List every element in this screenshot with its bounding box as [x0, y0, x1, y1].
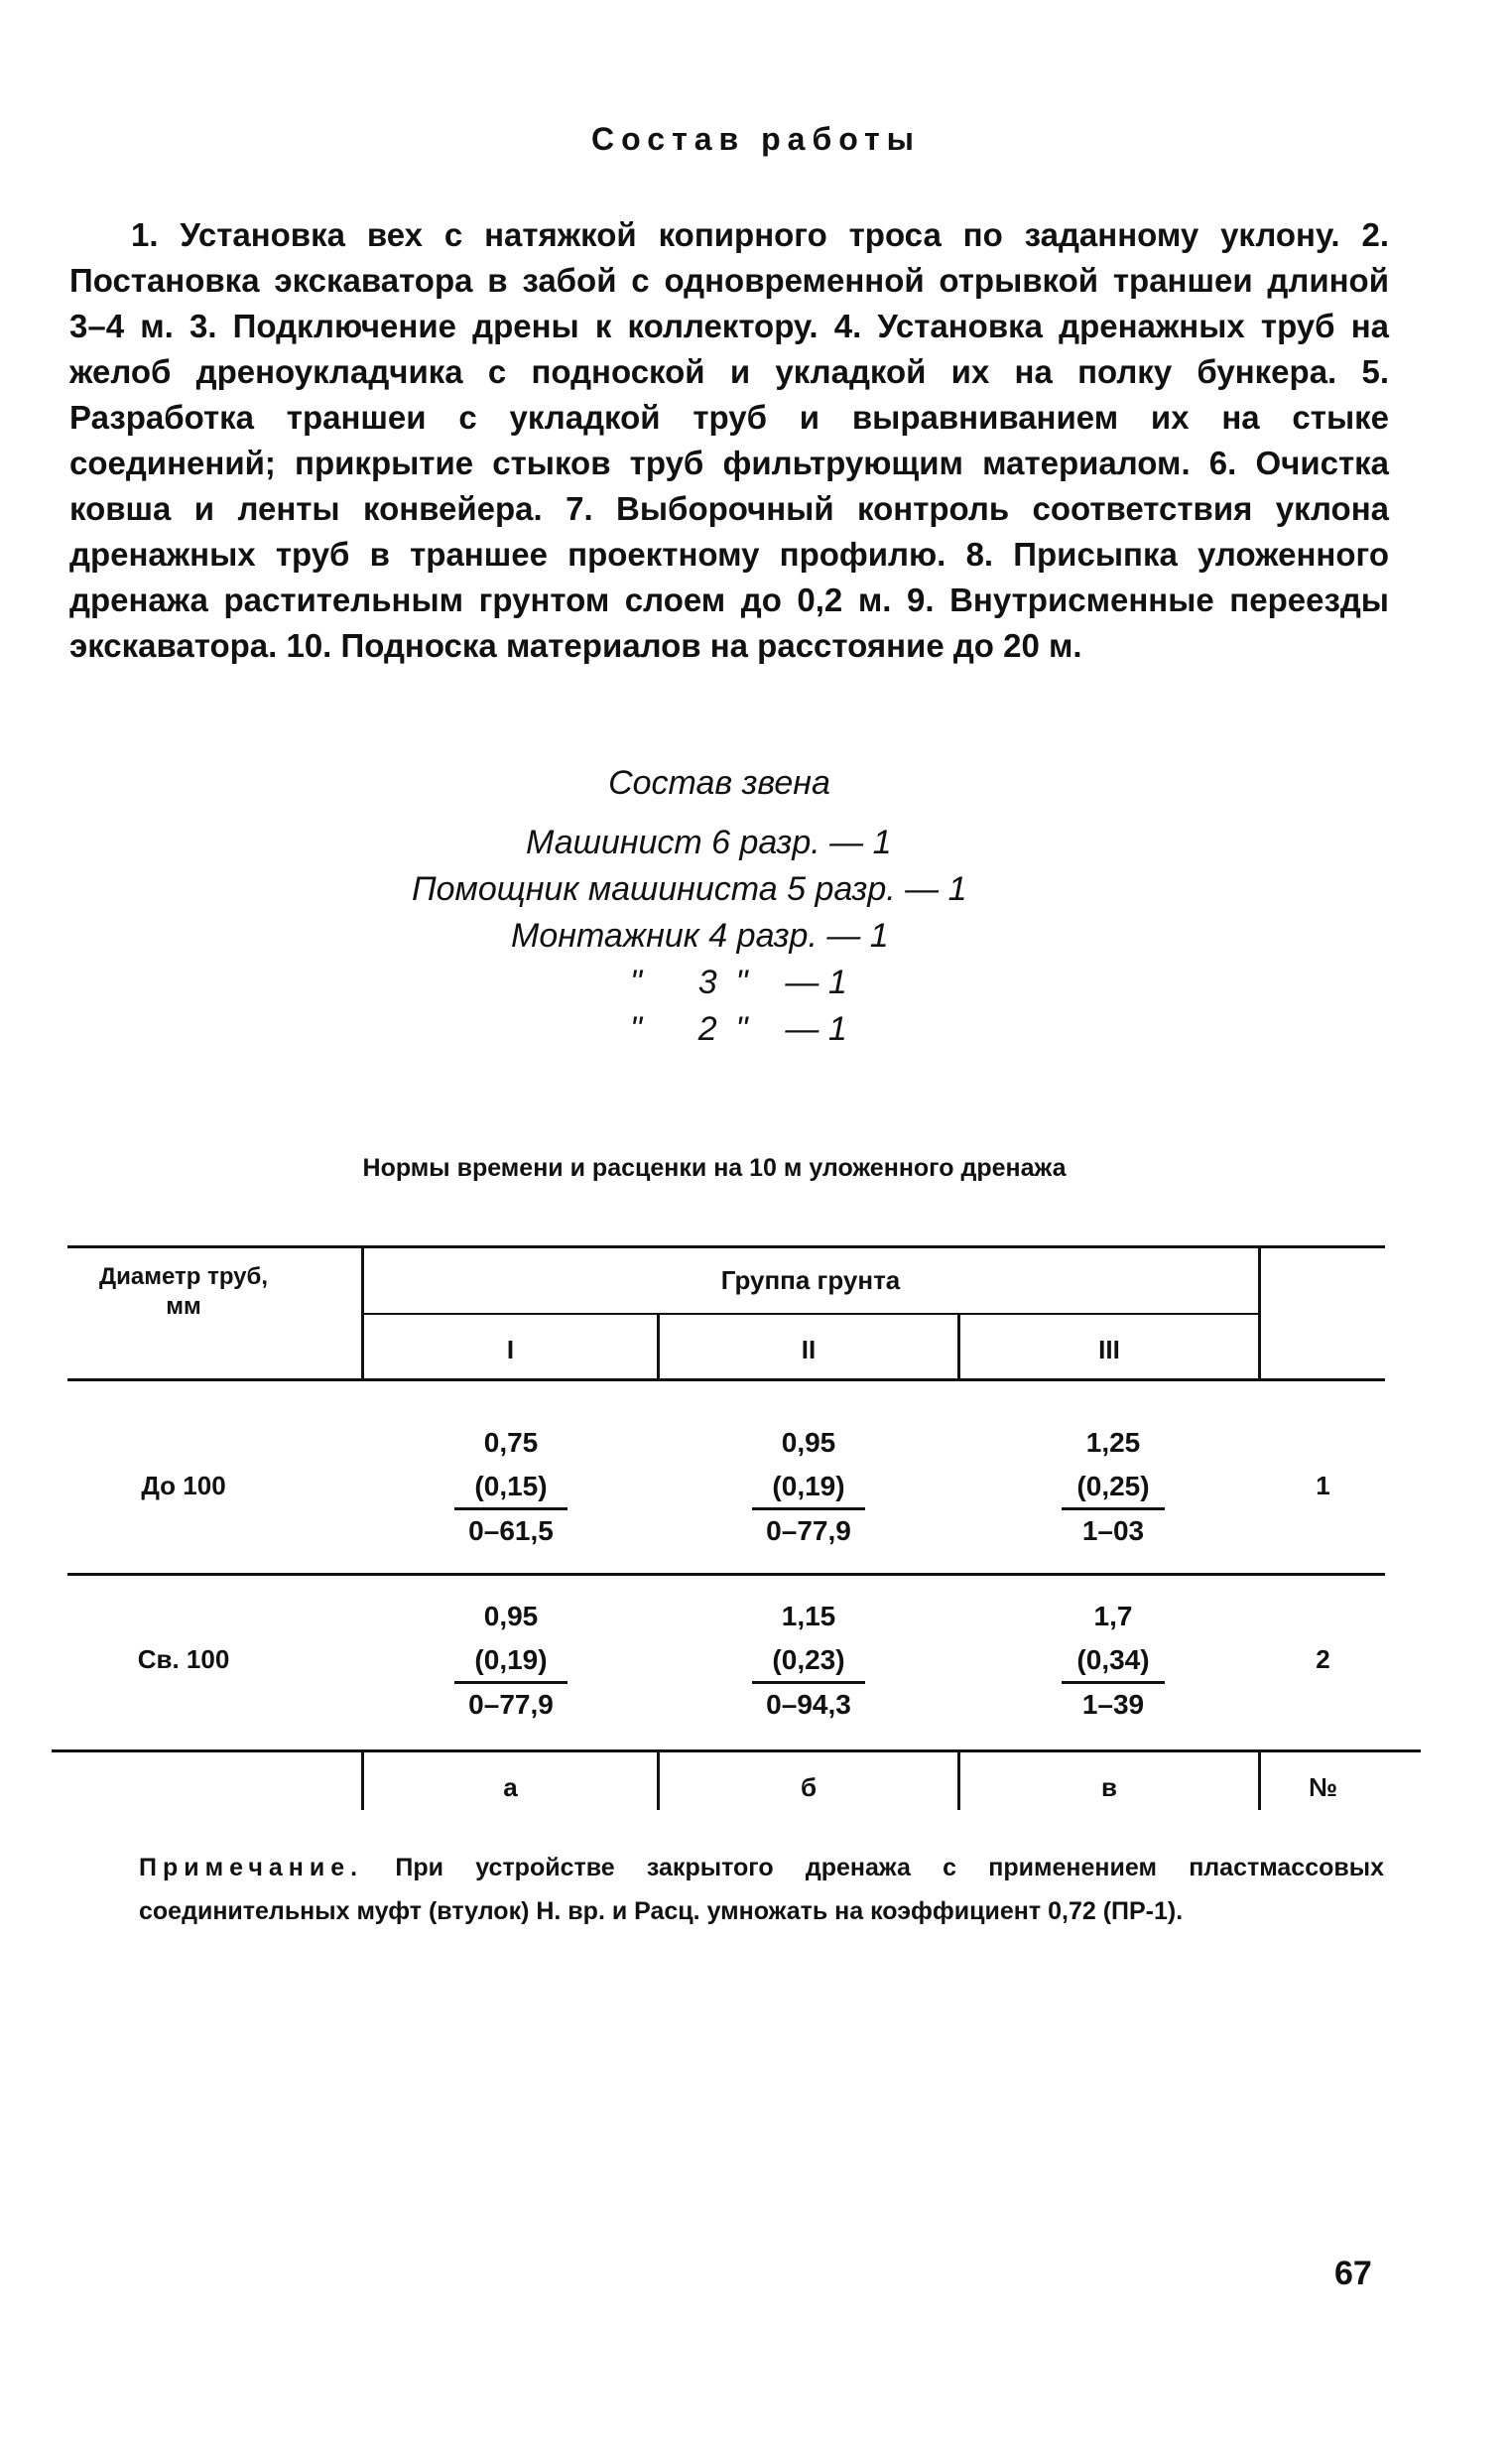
row-number: 1 — [1316, 1471, 1330, 1500]
page-number: 67 — [1334, 2255, 1372, 2292]
crew-row: Монтажник 4 разр. — 1 — [511, 917, 889, 955]
fraction-line — [454, 1507, 567, 1510]
time-norm: 1,25 — [1085, 1427, 1141, 1458]
group-label: I — [506, 1335, 515, 1364]
note-label: Примечание. — [139, 1854, 364, 1881]
work-step: 5. Разработка траншеи с укладкой труб и выравниванием их на стыке соединений; прикрытие стыков труб фильтрующим материалом. — [69, 353, 1389, 481]
machine-time: (0,15) — [474, 1471, 548, 1501]
group-label: III — [1098, 1335, 1120, 1364]
fraction-line — [454, 1681, 567, 1684]
price-value: 1–39 — [1081, 1689, 1145, 1720]
number-label: № — [1309, 1772, 1337, 1802]
work-step: 10. Подноска материалов на расстояние до 20 м. — [286, 627, 1082, 664]
fraction-line — [1062, 1681, 1165, 1684]
crew-row: " 2 " — 1 — [630, 1010, 847, 1048]
work-step: 7. Выборочный контроль соответствия уклона дренажных труб в траншее проектному профилю. — [69, 490, 1390, 573]
work-step: 4. Установка дренажных труб на желоб дреноукладчика с подноской и укладкой их на полку бункера. — [69, 308, 1389, 390]
column-letter: а — [503, 1772, 518, 1802]
time-norm: 0,95 — [483, 1601, 539, 1631]
diameter-value: Св. 100 — [137, 1644, 230, 1674]
table-caption: Нормы времени и расценки на 10 м уложенного дренажа — [362, 1154, 1067, 1182]
machine-time: (0,19) — [474, 1644, 548, 1675]
table-bottom-rule — [52, 1749, 1421, 1752]
crew-row: Помощник машиниста 5 разр. — 1 — [412, 870, 967, 908]
machine-time: (0,19) — [772, 1471, 845, 1501]
work-step: 8. Присыпка уложенного дренажа растительным грунтом слоем до 0,2 м. — [69, 536, 1389, 618]
crew-row: " 3 " — 1 — [630, 964, 847, 1001]
fraction-line — [1062, 1507, 1165, 1510]
column-letter: б — [800, 1772, 818, 1802]
work-step: 1. Установка вех с натяжкой копирного троса по заданному уклону. — [131, 216, 1340, 253]
column-letter: в — [1101, 1772, 1117, 1802]
price-value: 0–77,9 — [468, 1689, 554, 1720]
diameter-header: Диаметр труб, мм — [99, 1263, 269, 1320]
price-value: 0–77,9 — [766, 1515, 851, 1546]
diameter-value: До 100 — [141, 1471, 226, 1500]
crew-row: Машинист 6 разр. — 1 — [526, 824, 892, 861]
work-step: 2. Постановка экскаватора в забой с одновременной отрывкой траншеи длиной 3–4 м. — [69, 216, 1389, 344]
price-value: 0–61,5 — [468, 1515, 554, 1546]
work-step: 6. Очистка ковша и ленты конвейера. — [69, 445, 1389, 527]
note-text: При устройстве закрытого дренажа с применением пластмассовых соединительных муфт (втулок) Н. вр. и Расц. умножать на коэффициент 0,72 (ПР-1). — [139, 1854, 1384, 1925]
fraction-line — [752, 1681, 865, 1684]
work-composition-text — [69, 212, 1389, 669]
time-norm: 0,95 — [781, 1427, 836, 1458]
table-top-rule — [67, 1245, 1385, 1248]
table-row-rule — [67, 1573, 1385, 1576]
machine-time: (0,23) — [772, 1644, 845, 1675]
table-group-rule — [361, 1313, 1260, 1315]
row-number: 2 — [1316, 1644, 1330, 1674]
fraction-line — [752, 1507, 865, 1510]
group-header: Группа грунта — [720, 1265, 901, 1295]
time-norm: 0,75 — [483, 1427, 539, 1458]
table-note — [139, 1846, 1384, 1933]
crew-title: Состав звена — [608, 764, 830, 802]
work-step: 3. Подключение дрены к коллектору. — [189, 308, 819, 344]
work-step: 9. Внутрисменные переезды экскаватора. — [69, 582, 1389, 664]
section-title: Состав работы — [591, 121, 921, 157]
time-norm: 1,15 — [781, 1601, 836, 1631]
machine-time: (0,34) — [1076, 1644, 1150, 1675]
machine-time: (0,25) — [1076, 1471, 1150, 1501]
price-value: 0–94,3 — [766, 1689, 851, 1720]
group-label: II — [801, 1335, 817, 1364]
price-value: 1–03 — [1081, 1515, 1145, 1546]
table-header-rule — [67, 1378, 1385, 1381]
time-norm: 1,7 — [1093, 1601, 1133, 1631]
